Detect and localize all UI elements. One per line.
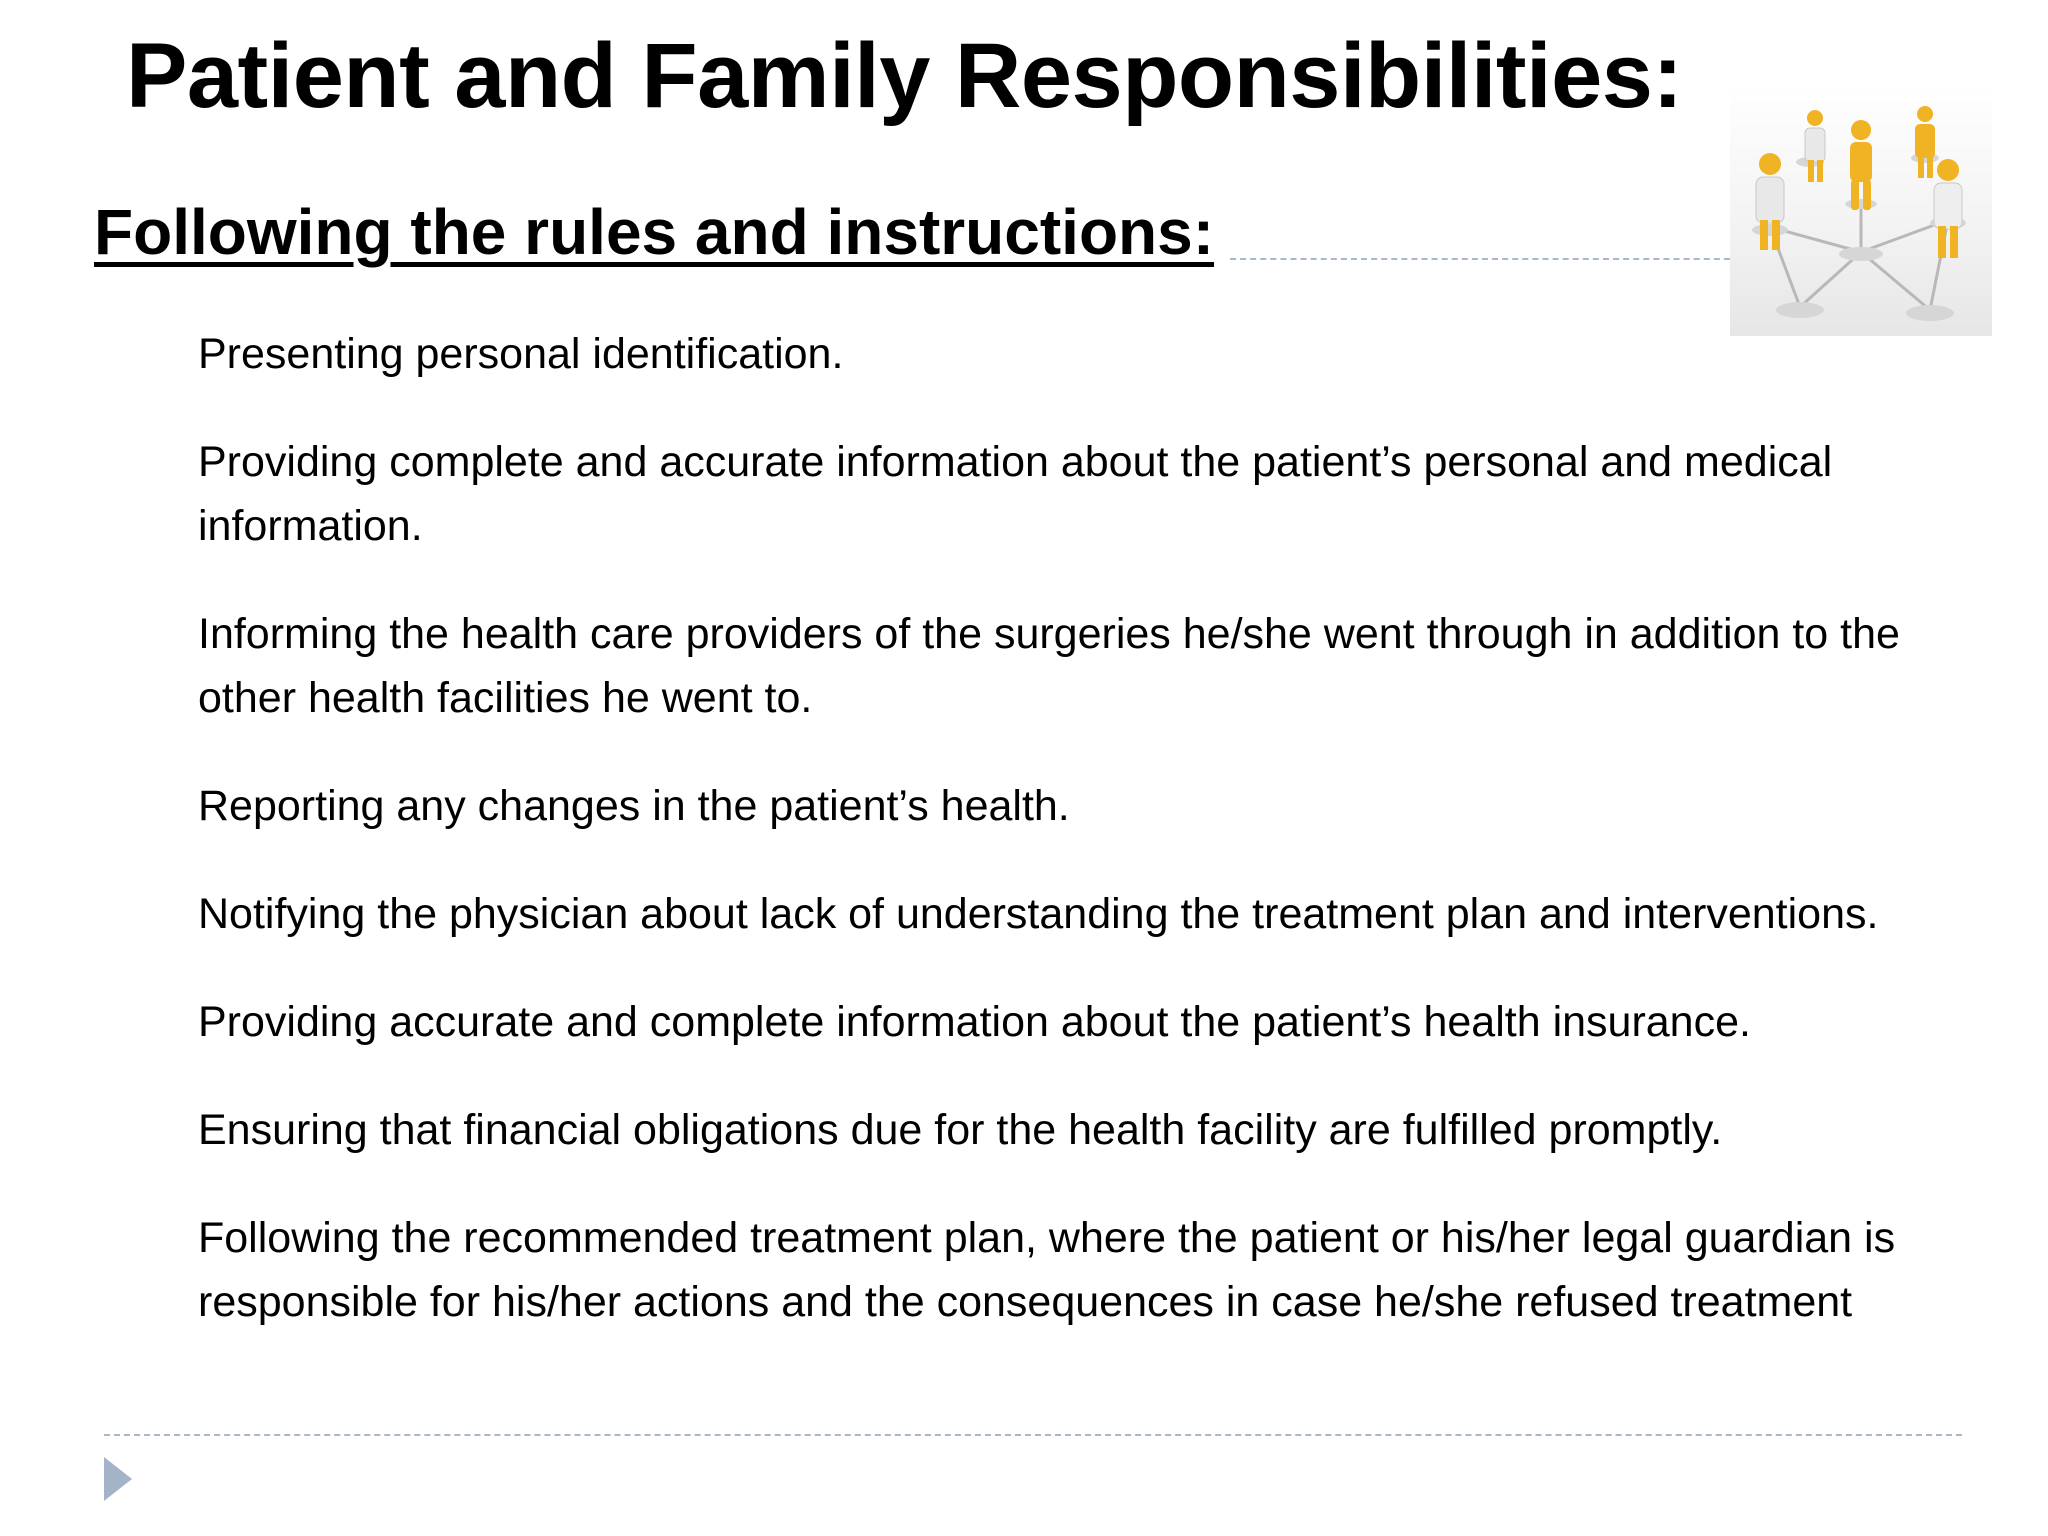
list-item: Reporting any changes in the patient’s health. (198, 782, 1070, 830)
triangle-bullet-icon (104, 1457, 132, 1501)
people-network-illustration (1730, 82, 1992, 336)
slide-title: Patient and Family Responsibilities: (126, 25, 1683, 127)
people-network-icon (1730, 82, 1992, 336)
list-item: Providing accurate and complete information about the patient’s health insurance. (198, 998, 1751, 1046)
list-item: Informing the health care providers of the surgeries he/she went through in addition to the other health facilities he went to. (198, 610, 1900, 722)
list-item: Ensuring that financial obligations due for the health facility are fulfilled promptly. (198, 1106, 1723, 1154)
responsibilities-list (198, 322, 1988, 1378)
section-heading: Following the rules and instructions: (94, 196, 1215, 268)
top-dashed-divider (1230, 258, 1740, 260)
bottom-dashed-divider (104, 1434, 1962, 1436)
list-item: Notifying the physician about lack of understanding the treatment plan and interventions. (198, 890, 1879, 938)
list-item: Providing complete and accurate information about the patient’s personal and medical information. (198, 438, 1833, 550)
list-item: Following the recommended treatment plan, where the patient or his/her legal guardian is responsible for his/her actions and the consequences in case he/she refused treatment (198, 1214, 1896, 1326)
list-item: Presenting personal identification. (198, 330, 844, 378)
